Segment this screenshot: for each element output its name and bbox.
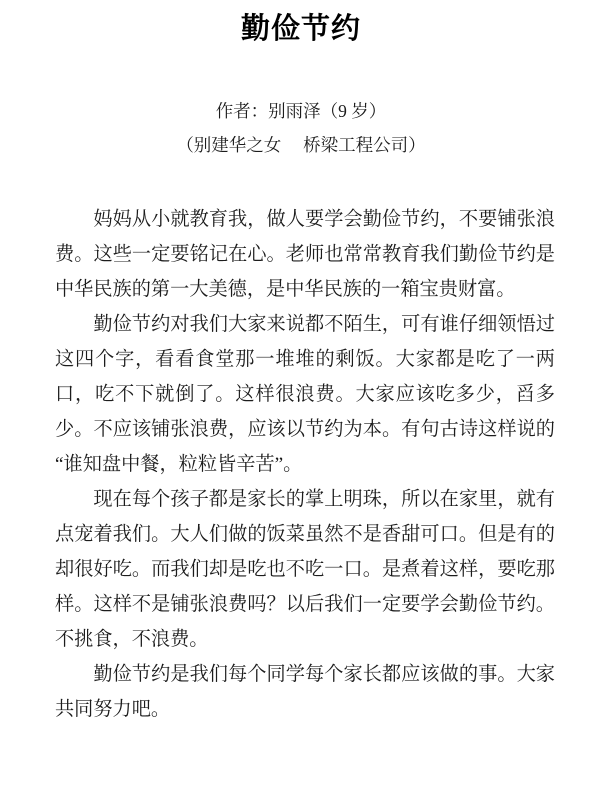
document-title: 勤俭节约 bbox=[240, 13, 361, 45]
paragraph-2: 勤俭节约对我们大家来说都不陌生，可有谁仔细领悟过这四个字，看看食堂那一堆堆的剩饭。大家都是吃了一两口，吃不下就倒了。这样很浪费。大家应该吃多少，舀多少。不应该铺张浪费，应该以节约为本。有句古诗这样说的“谁知盘中餐，粒粒皆辛苦”。 bbox=[55, 314, 555, 475]
author-line: 作者：别雨泽（9 岁） bbox=[215, 101, 387, 121]
byline bbox=[0, 94, 602, 162]
document-body bbox=[55, 202, 555, 727]
paragraph-4: 勤俭节约是我们每个同学每个家长都应该做的事。大家共同努力吧。 bbox=[55, 664, 555, 720]
paragraph-3: 现在每个孩子都是家长的掌上明珠，所以在家里，就有点宠着我们。大人们做的饭菜虽然不是香甜可口。但是有的却很好吃。而我们却是吃也不吃一口。是煮着这样，要吃那样。这样不是铺张浪费吗？以后我们一定要学会勤俭节约。不挑食，不浪费。 bbox=[55, 489, 555, 650]
paragraph-1: 妈妈从小就教育我，做人要学会勤俭节约，不要铺张浪费。这些一定要铭记在心。老师也常常教育我们勤俭节约是中华民族的第一大美德，是中华民族的一箱宝贵财富。 bbox=[55, 209, 555, 300]
affiliation-line: （别建华之女 桥梁工程公司） bbox=[176, 135, 426, 155]
